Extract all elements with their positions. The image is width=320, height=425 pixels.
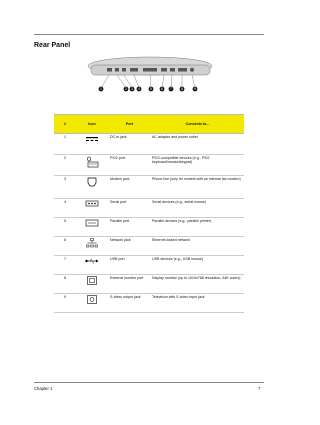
laptop-rear-illustration [83,53,218,93]
footer-page-number: 7 [258,386,261,391]
external-monitor-icon [76,275,108,294]
table-row [54,155,244,176]
usb-connector [170,68,175,72]
row-port: USB port [108,256,151,275]
row-connects: PS/2-compatible devices (e.g., PS/2 keyboard/mouse/keypad) [151,155,244,176]
row-connects: Ethernet-based network [151,237,244,256]
table-row [54,275,244,294]
vga-connector [178,68,187,72]
table-row [54,256,244,275]
row-port: PS/2 port [108,155,151,176]
callout-9-label: 9 [194,87,196,92]
callout-7-label: 7 [170,87,172,92]
usb-icon [76,256,108,275]
callout-8-label: 8 [181,87,183,92]
row-port: Modem jack [108,176,151,199]
callout-5-label: 5 [150,87,152,92]
row-num: 7 [54,256,76,275]
dc-in-connector [107,68,112,72]
row-num: 8 [54,275,76,294]
callout-6-label: 6 [161,87,163,92]
section-title: Rear Panel [34,42,71,49]
network-connector [161,68,167,72]
parallel-port-icon [76,218,108,237]
table-row [54,176,244,199]
row-num: 4 [54,199,76,218]
row-port: Serial port [108,199,151,218]
row-connects: Display monitor (up to 1024x768 resolution, 64K colors) [151,275,244,294]
row-port: External monitor port [108,275,151,294]
ps2-connector [115,68,119,72]
serial-connector [130,68,138,72]
table-header-row [54,115,244,134]
modem-jack-icon [76,176,108,199]
dc-in-icon [76,134,108,155]
callout-3-label: 3 [131,87,133,92]
network-jack-icon [76,237,108,256]
callout-4-label: 4 [138,87,140,92]
row-num: 9 [54,294,76,313]
s-video-icon [76,294,108,313]
row-num: 3 [54,176,76,199]
header-icon: Icon [76,115,108,134]
row-connects: AC adapter and power outlet [151,134,244,155]
row-port: Parallel port [108,218,151,237]
row-num: 5 [54,218,76,237]
row-connects: Phone line (only for models with an internal fax modem) [151,176,244,199]
header-connects: Connects to... [151,115,244,134]
row-num: 6 [54,237,76,256]
header-num: # [54,115,76,134]
table-row [54,294,244,313]
bottom-divider [34,382,264,383]
table-row [54,199,244,218]
header-port: Port [108,115,151,134]
row-num: 1 [54,134,76,155]
row-port: S-video output jack [108,294,151,313]
row-port: DC-in jack [108,134,151,155]
table-row [54,218,244,237]
callout-2-label: 2 [125,87,127,92]
callout-1-label: 1 [100,87,102,92]
rear-ports-table [54,114,244,313]
svideo-connector [190,68,194,72]
serial-port-icon [76,199,108,218]
top-divider [34,34,264,35]
parallel-connector [143,68,157,72]
row-connects: Serial devices (e.g., serial mouse) [151,199,244,218]
row-connects: Television with S-video input jack [151,294,244,313]
row-connects: Parallel devices (e.g., parallel printer) [151,218,244,237]
modem-connector [122,68,126,72]
table-row [54,237,244,256]
row-connects: USB devices (e.g., USB mouse) [151,256,244,275]
row-num: 2 [54,155,76,176]
row-port: Network jack [108,237,151,256]
footer-chapter: Chapter 1 [34,386,53,391]
ps2-keyboard-mouse-icon [76,155,108,176]
table-row [54,134,244,155]
